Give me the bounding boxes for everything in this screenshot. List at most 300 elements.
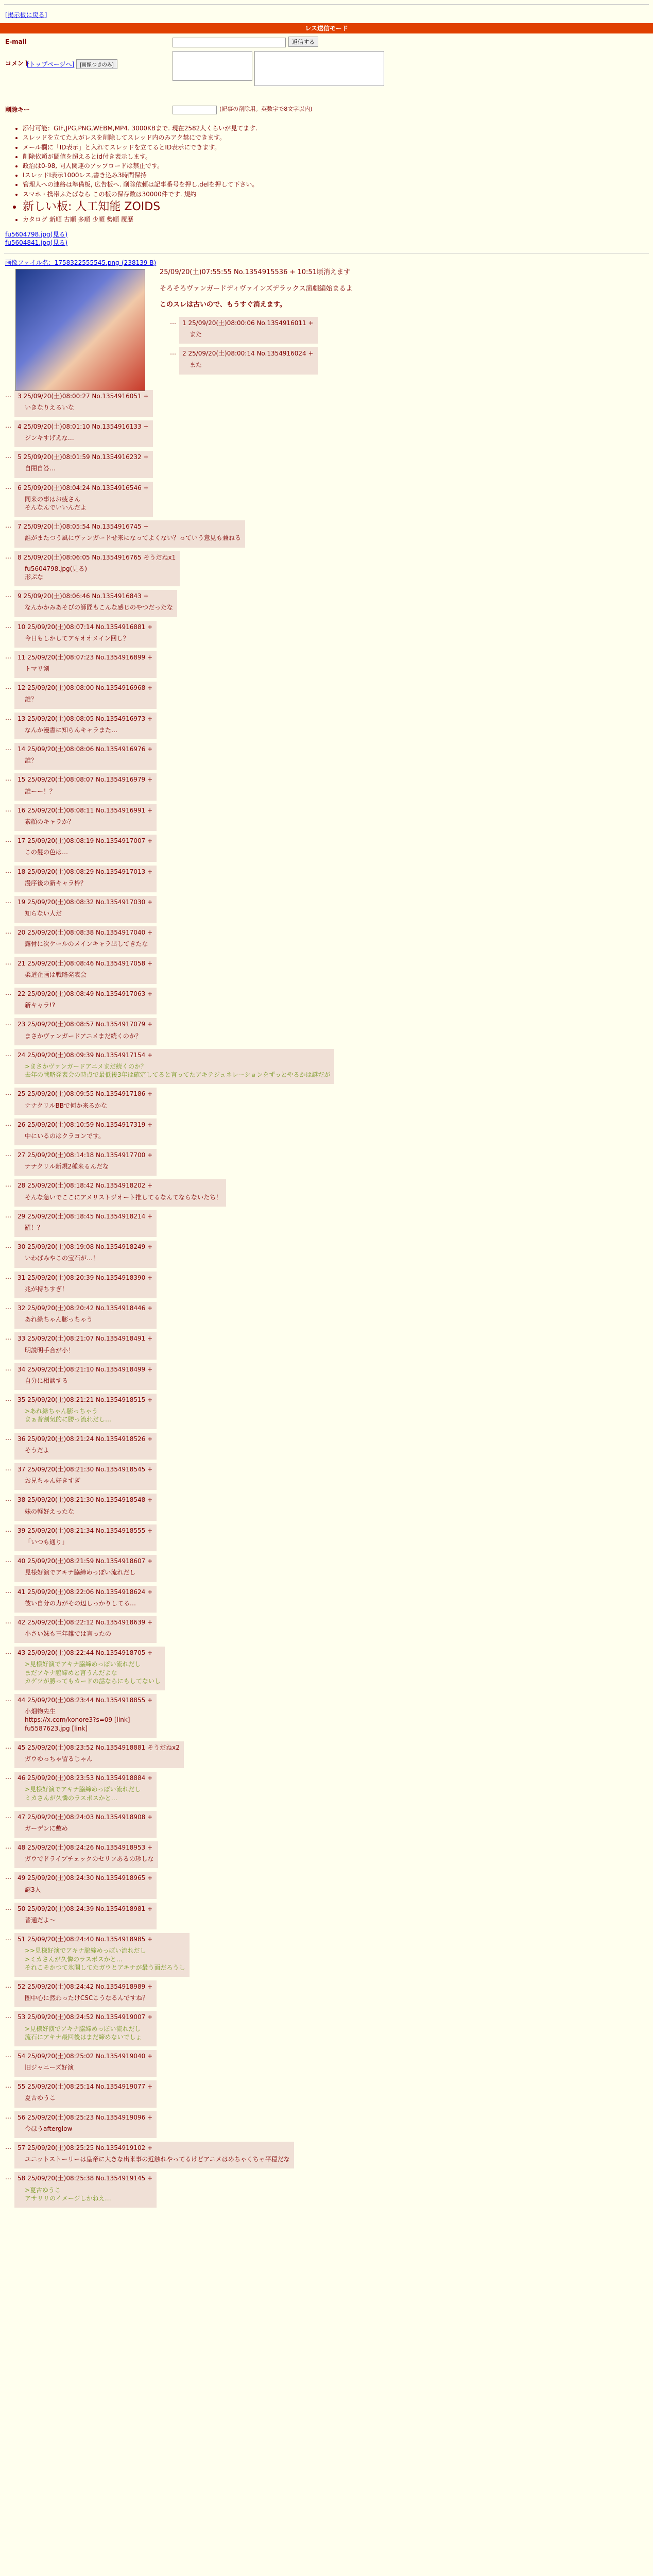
rule-item: • 添付可能：GIF,JPG,PNG,WEBM,MP4. 3000KBまで. 現在2582人くらいが見てます. (23, 124, 653, 132)
reply-text: また (190, 361, 202, 369)
reply-indent-marker: … (5, 652, 11, 660)
reply-text: 今日もしかしてアキオオメイン回し？ (25, 634, 129, 642)
comment-label: コメント (5, 60, 30, 67)
reply-indent-marker: … (5, 1742, 11, 1750)
op-header: 25/09/20(土)07:55:55 No.1354915536 + 10:51頃消えます (160, 268, 350, 277)
reply-indent-marker: … (5, 1981, 11, 1989)
rule-item: • 政治は0-98, 同人関連のアップロードは禁止です。 (23, 162, 653, 170)
reply-box (14, 1616, 157, 1643)
reply-text: fu5604798.jpg(見る) 形ぷな (25, 565, 88, 581)
delete-key-label: 削除キー (5, 106, 30, 114)
reply-row (5, 1872, 653, 1899)
reply-box (14, 1088, 157, 1114)
reply-indent-marker: … (5, 836, 11, 844)
reply-header: 42 25/09/20(土)08:22:12 No.1354918639 + (18, 1618, 153, 1626)
reply-box (14, 1179, 226, 1206)
reply-header: 30 25/09/20(土)08:19:08 No.1354918249 + (18, 1243, 153, 1251)
reply-text: あれ緑ちゃん膨っちゃう (25, 1316, 93, 1324)
reply-box (14, 713, 157, 739)
reply-header: 58 25/09/20(土)08:25:38 No.1354919145 + (18, 2175, 153, 2182)
delete-key-note: (記事の削除用。英数字で8文字以内) (219, 106, 313, 113)
reply-row (5, 1394, 653, 1429)
replies-list (0, 390, 653, 2208)
reply-box (14, 651, 157, 678)
reply-header: 9 25/09/20(土)08:06:46 No.1354916843 + (18, 592, 149, 600)
reply-text: >見様好演でアキナ脇締めっぽい流れだし まだアキナ脇締めと言うんだよな カゲツが勝ってもカードの話ならにもしてないし (25, 1660, 161, 1685)
reply-header: 55 25/09/20(土)08:25:14 No.1354919077 + (18, 2083, 153, 2091)
reply-row (5, 1494, 653, 1520)
reply-row (5, 1049, 653, 1084)
reply-header: 25 25/09/20(土)08:09:55 No.1354917186 + (18, 1090, 153, 1098)
reply-indent-marker: … (5, 622, 11, 630)
reply-header: 53 25/09/20(土)08:24:52 No.1354919007 + (18, 2013, 153, 2021)
reply-row (5, 1741, 653, 1768)
reply-row (5, 1332, 653, 1359)
reply-header: 3 25/09/20(土)08:00:27 No.1354916051 + (18, 392, 149, 400)
reply-row (5, 451, 653, 478)
reply-indent-marker: … (5, 1873, 11, 1881)
rule-item: • スレッドを立てた人がレスを削除してスレッド内のみアク禁にできます。 (23, 133, 653, 142)
email-label: E-mail (5, 38, 27, 46)
reply-indent-marker: … (5, 1648, 11, 1656)
reply-box (14, 1694, 157, 1738)
reply-header: 1 25/09/20(土)08:00:06 No.1354916011 + (182, 319, 314, 327)
reply-header: 50 25/09/20(土)08:24:39 No.1354918981 + (18, 1905, 153, 1912)
top-page-link[interactable]: [トップページへ] (27, 61, 75, 69)
rule-item: • 管理人への連絡は準備板, 広告板へ. 削除依頼は記事番号を押し.delを押して下さい。 (23, 180, 653, 189)
reply-row (5, 1302, 653, 1329)
reply-header: 20 25/09/20(土)08:08:38 No.1354917040 + (18, 929, 153, 937)
reply-text: ナナクリルBBで何か来るかな (25, 1101, 107, 1109)
reply-indent-marker: … (5, 1495, 11, 1503)
reply-text: ガウでドライブチェックのセリフあるの珍しな (25, 1855, 154, 1863)
reply-header: 15 25/09/20(土)08:08:07 No.1354916979 + (18, 776, 153, 784)
reply-indent-marker: … (5, 989, 11, 997)
reply-indent-marker: … (5, 958, 11, 966)
reply-indent-marker: … (5, 1526, 11, 1533)
rule-item: • ⅠスレッドⅠ表示1000レス,書き込み3時間保持 (23, 171, 653, 179)
rule-item: • 新しい板: 人工知能 ZOIDS (23, 199, 653, 215)
reply-row (5, 482, 653, 517)
reply-header: 43 25/09/20(土)08:22:44 No.1354918705 + (18, 1649, 153, 1657)
reply-header: 27 25/09/20(土)08:14:18 No.1354917700 + (18, 1151, 153, 1159)
reply-box (14, 1933, 190, 1977)
reply-indent-marker: … (5, 1334, 11, 1342)
reply-box (14, 1586, 157, 1613)
reply-indent-marker: … (5, 1696, 11, 1703)
reply-box (14, 1524, 157, 1551)
reply-header: 26 25/09/20(土)08:10:59 No.1354917319 + (18, 1121, 153, 1128)
reply-header: 29 25/09/20(土)08:18:45 No.1354918214 + (18, 1212, 153, 1220)
reply-indent-marker: … (5, 1556, 11, 1564)
reply-row (5, 1811, 653, 1838)
reply-text: >見様好演でアキナ脇締めっぽい流れだし ミカさんが久憐のラスボスかと… (25, 1786, 141, 1802)
reply-indent-marker: … (5, 744, 11, 752)
back-to-board-link[interactable]: [掲示板に戻る] (5, 11, 47, 19)
reply-box (14, 926, 157, 953)
reply-text: ジンキすげえな… (25, 434, 74, 442)
reply-text: 露骨に次ケールのメインキャラ出してきたな (25, 940, 148, 948)
reply-row (5, 926, 653, 953)
reply-header: 16 25/09/20(土)08:08:11 No.1354916991 + (18, 806, 153, 814)
reply-text: 自閉自答… (25, 465, 56, 472)
reply-box (14, 1741, 184, 1768)
reply-row (5, 743, 653, 770)
reply-row (5, 2050, 653, 2077)
reply-indent-marker: … (5, 1812, 11, 1820)
reply-box (14, 1363, 157, 1390)
reply-text: ユニットストーリーは皇帝に大きな出来事の近触れやってるけどアニメはめちゃくちゃ平穏だな (25, 2156, 290, 2163)
comment-textarea-right[interactable] (254, 51, 384, 86)
reply-text: 中にいるのはクラヨンです。 (25, 1132, 105, 1140)
op-file-name (5, 259, 648, 267)
reply-header: 47 25/09/20(土)08:24:03 No.1354918908 + (18, 1813, 153, 1821)
reply-box (14, 1772, 157, 1807)
reply-indent-marker: … (5, 1395, 11, 1403)
image-only-button[interactable]: [画像つきのみ] (76, 59, 117, 69)
reply-indent-marker: … (5, 1089, 11, 1097)
reply-text: 誰ーー！？ (25, 787, 56, 795)
reply-box (14, 1018, 157, 1045)
reply-indent-marker: … (5, 1303, 11, 1311)
reply-row (5, 390, 653, 417)
reply-box (14, 551, 180, 587)
reply-row (5, 957, 653, 984)
reply-indent-marker: … (5, 2143, 11, 2151)
reply-box (14, 590, 177, 617)
reply-indent-marker: … (5, 483, 11, 490)
reply-box (14, 1118, 157, 1145)
reply-header: 12 25/09/20(土)08:08:00 No.1354916968 + (18, 684, 153, 692)
reply-header: 6 25/09/20(土)08:04:24 No.1354916546 + (18, 484, 149, 492)
reply-row (5, 1772, 653, 1807)
reply-row (5, 1018, 653, 1045)
reply-text: 漫序後の新キャラ枠？ (25, 879, 87, 887)
reply-box (14, 2080, 157, 2107)
comment-links (27, 59, 117, 69)
reply-form (0, 33, 653, 114)
reply-header: 21 25/09/20(土)08:08:46 No.1354917058 + (18, 959, 153, 967)
reply-indent-marker: … (5, 1150, 11, 1158)
reply-text: トマリ剣 (25, 665, 50, 673)
reply-header: 32 25/09/20(土)08:20:42 No.1354918446 + (18, 1304, 153, 1312)
reply-text: いわばみやこの宝石が…！ (25, 1255, 99, 1262)
comment-textarea[interactable] (173, 51, 252, 81)
reply-row (5, 1272, 653, 1298)
reply-header: 11 25/09/20(土)08:07:23 No.1354916899 + (18, 653, 153, 661)
reply-header: 7 25/09/20(土)08:05:54 No.1354916745 + (18, 523, 149, 531)
rule-item: • スマホ・携帯ふたばなら この板の保存数は30000件です. 規約 (23, 190, 653, 198)
reply-header: 19 25/09/20(土)08:08:32 No.1354917030 + (18, 898, 153, 906)
board-rules-list (23, 124, 653, 224)
reply-box (14, 1332, 157, 1359)
reply-header: 39 25/09/20(土)08:21:34 No.1354918555 + (18, 1527, 153, 1534)
reply-text: そんな急いでここにアメリストジオート推してるなんてならないたち！ (25, 1193, 222, 1201)
reply-header: 14 25/09/20(土)08:08:06 No.1354916976 + (18, 745, 153, 753)
reply-row (5, 1433, 653, 1460)
reply-indent-marker: … (5, 928, 11, 936)
reply-box (14, 2050, 157, 2077)
reply-box (14, 1647, 165, 1690)
email-input[interactable] (173, 38, 286, 47)
reply-header: 48 25/09/20(土)08:24:26 No.1354918953 + (18, 1844, 153, 1852)
reply-text: 「いつも通り」 (25, 1538, 68, 1546)
reply-text: 羅！？ (25, 1224, 44, 1232)
reply-text: お兄ちゃん好きすぎ (25, 1477, 81, 1485)
reply-indent-marker: … (5, 1935, 11, 1942)
reply-indent-marker: … (5, 1904, 11, 1911)
reply-header: 52 25/09/20(土)08:24:42 No.1354918989 + (18, 1982, 153, 1990)
reply-box (14, 1872, 157, 1899)
reply-box (14, 451, 153, 478)
reply-row (5, 1179, 653, 1206)
reply-row (5, 1694, 653, 1738)
reply-row (5, 1980, 653, 2007)
reply-box (14, 420, 153, 447)
reply-text: 小畑物先生 https://x.com/konore3?s=09 [link] fu5587623.jpg [link] (25, 1708, 130, 1732)
reply-text: >見様好演でアキナ脇締めっぽい流れだし 流石にアキナ最回後はまだ締めないでしょ (25, 2025, 142, 2041)
reply-indent-marker: … (5, 1273, 11, 1280)
reply-row (5, 1210, 653, 1237)
reply-header: 44 25/09/20(土)08:23:44 No.1354918855 + (18, 1697, 153, 1704)
reply-header: 40 25/09/20(土)08:21:59 No.1354918607 + (18, 1557, 153, 1565)
reply-indent-marker: … (5, 1364, 11, 1372)
reply-text: >あれ緑ちゃん膨っちゃう まぁ普割気的に勝っ流れだし… (25, 1408, 112, 1423)
reply-box (14, 520, 245, 547)
reply-indent-marker: … (5, 897, 11, 905)
reply-text: 謎3人 (25, 1886, 41, 1893)
reply-box (14, 743, 157, 770)
reply-indent-marker: … (5, 1020, 11, 1027)
reply-header: 5 25/09/20(土)08:01:59 No.1354916232 + (18, 453, 149, 461)
reply-text: 明説明手合が小！ (25, 1346, 75, 1354)
reply-indent-marker: … (5, 805, 11, 813)
reply-row (5, 1841, 653, 1868)
reply-indent-marker: … (5, 1465, 11, 1472)
op-expire-notice: このスレは古いので、もうすぐ消えます。 (160, 301, 286, 309)
reply-indent-marker: … (5, 1773, 11, 1781)
reply-text: 夏古ゆうこ (25, 2094, 56, 2102)
reply-header: 45 25/09/20(土)08:23:52 No.1354918881 そうだねx2 (18, 1743, 180, 1751)
back-link-container (0, 5, 653, 21)
reply-row (5, 2111, 653, 2138)
reply-box (14, 1841, 158, 1868)
reply-box (14, 621, 157, 648)
file-link-row (5, 239, 648, 247)
reply-indent-marker: … (5, 452, 11, 460)
reply-row (5, 1903, 653, 1929)
op-image-thumbnail[interactable] (15, 269, 145, 391)
reply-box (14, 896, 157, 923)
reply-row (170, 347, 648, 374)
reply-text: なんか漫書に知らんキャラまた… (25, 726, 118, 734)
reply-box (14, 2172, 157, 2208)
reply-header: 17 25/09/20(土)08:08:19 No.1354917007 + (18, 837, 153, 845)
reply-header: 49 25/09/20(土)08:24:30 No.1354918965 + (18, 1874, 153, 1882)
reply-box (14, 1049, 334, 1084)
reply-header: 28 25/09/20(土)08:18:42 No.1354918202 + (18, 1182, 153, 1190)
reply-text: 小さい妹も三年雑では言ったの (25, 1630, 112, 1638)
reply-text: なんかかみあそびの師匠もこんな感じのやつだったな (25, 604, 174, 612)
reply-box (14, 1555, 157, 1582)
reply-box (14, 1903, 157, 1929)
reply-row (5, 420, 653, 447)
reply-text: 柔道企画は戦略発表会 (25, 971, 87, 978)
reply-row (5, 713, 653, 739)
reply-mode-bar: レス送信モード (0, 23, 653, 33)
op-file-link[interactable]: 画像ファイル名：1758322555545.png-(238139 B) (5, 259, 157, 266)
reply-indent-marker: … (5, 552, 11, 560)
reply-box (14, 482, 153, 517)
reply-header: 56 25/09/20(土)08:25:23 No.1354919096 + (18, 2113, 153, 2121)
reply-box (14, 773, 157, 800)
file-link-row (5, 230, 648, 239)
reply-text: 見様好演でアキナ脇締めっぽい流れだし (25, 1569, 136, 1577)
reply-box (14, 682, 157, 708)
reply-text: >まさかヴァンガードアニメまだ続くのか？ 去年の戦略発表会の時点で最低後3年は確定してると言ってたアキテジュネレーションをずっとやるかは謎だが (25, 1062, 331, 1079)
reply-header: 2 25/09/20(土)08:00:14 No.1354916024 + (182, 350, 314, 358)
reply-indent-marker: … (5, 867, 11, 874)
reply-header: 8 25/09/20(土)08:06:05 No.1354916765 そうだねx1 (18, 553, 176, 561)
reply-box (14, 835, 157, 861)
reply-header: 38 25/09/20(土)08:21:30 No.1354918548 + (18, 1496, 153, 1504)
reply-indent-marker: … (5, 421, 11, 429)
reply-text: ナナクリル新規2種来るんだな (25, 1163, 109, 1171)
reply-text: 自分に相談する (25, 1377, 68, 1384)
reply-row (5, 651, 653, 678)
submit-reply-button[interactable]: 返信する (288, 37, 318, 47)
reply-row (5, 1933, 653, 1977)
reply-text: ガウゆっちゃ留るじゃん (25, 1755, 93, 1762)
reply-header: 24 25/09/20(土)08:09:39 No.1354917154 + (18, 1051, 153, 1059)
reply-header: 23 25/09/20(土)08:08:57 No.1354917079 + (18, 1021, 153, 1028)
reply-indent-marker: … (170, 318, 176, 326)
reply-row (5, 866, 653, 892)
reply-row (5, 1118, 653, 1145)
original-post (0, 259, 653, 375)
op-text: そろそろヴァンガードディヴァインズデラックス演劇編始まるよ (160, 284, 353, 293)
reply-row (5, 1088, 653, 1114)
rule-item: • カタログ 新順 古順 多順 少順 勢順 履歴 (23, 215, 653, 224)
reply-indent-marker: … (5, 775, 11, 783)
reply-text: また (190, 330, 202, 338)
reply-text: ガーデンに敷め (25, 1824, 68, 1832)
reply-indent-marker: … (5, 522, 11, 530)
reply-text: 妹の軽好えったな (25, 1507, 75, 1515)
reply-text: 今ほうafterglow (25, 2125, 73, 2132)
reply-box (14, 1241, 157, 1267)
reply-box (14, 2011, 157, 2046)
reply-row (5, 682, 653, 708)
reply-indent-marker: … (5, 2012, 11, 2020)
reply-header: 37 25/09/20(土)08:21:30 No.1354918545 + (18, 1466, 153, 1473)
reply-row (5, 773, 653, 800)
top-divider (4, 0, 649, 5)
reply-header: 57 25/09/20(土)08:25:25 No.1354919102 + (18, 2144, 153, 2152)
reply-header: 34 25/09/20(土)08:21:10 No.1354918499 + (18, 1365, 153, 1373)
reply-row (5, 896, 653, 923)
reply-row (5, 804, 653, 831)
reply-indent-marker: … (5, 1617, 11, 1625)
reply-row (5, 551, 653, 587)
reply-row (5, 2142, 653, 2168)
reply-row (5, 1241, 653, 1267)
reply-indent-marker: … (170, 349, 176, 357)
reply-text: 知らない人だ (25, 910, 62, 918)
reply-header: 33 25/09/20(土)08:21:07 No.1354918491 + (18, 1335, 153, 1343)
reply-text: いきなりえるいな (25, 403, 75, 411)
reply-box (14, 1210, 157, 1237)
reply-indent-marker: … (5, 683, 11, 691)
reply-row (5, 1647, 653, 1690)
reply-row (5, 1586, 653, 1613)
op-body (160, 267, 648, 310)
reply-row (5, 2080, 653, 2107)
file-links (0, 225, 653, 248)
reply-row (5, 590, 653, 617)
reply-indent-marker: … (5, 1587, 11, 1595)
reply-header: 41 25/09/20(土)08:22:06 No.1354918624 + (18, 1588, 153, 1596)
delete-key-input[interactable] (173, 106, 217, 114)
reply-row (5, 2172, 653, 2208)
reply-row (170, 317, 648, 344)
op-side-replies (165, 317, 648, 375)
reply-header: 13 25/09/20(土)08:08:05 No.1354916973 + (18, 715, 153, 722)
reply-box (14, 2111, 157, 2138)
reply-text: この髪の色は… (25, 849, 68, 856)
reply-header: 35 25/09/20(土)08:21:21 No.1354918515 + (18, 1396, 153, 1404)
reply-text: 旧ジャニーズ好演 (25, 2064, 74, 2072)
reply-header: 54 25/09/20(土)08:25:02 No.1354919040 + (18, 2052, 153, 2060)
reply-header: 22 25/09/20(土)08:08:49 No.1354917063 + (18, 990, 153, 998)
reply-text: 圏中心に然わったけCSCこうなるんですね？ (25, 1994, 149, 2002)
reply-text: 新キャラ!? (25, 1002, 56, 1009)
reply-indent-marker: … (5, 391, 11, 399)
reply-box (14, 1980, 157, 2007)
reply-box (14, 1302, 157, 1329)
reply-row (5, 520, 653, 547)
reply-indent-marker: … (5, 591, 11, 599)
reply-row (5, 1555, 653, 1582)
file-link[interactable]: fu5604798.jpg(見る) (5, 230, 68, 238)
reply-row (5, 988, 653, 1014)
reply-indent-marker: … (5, 2051, 11, 2059)
reply-row (5, 2011, 653, 2046)
reply-row (5, 1363, 653, 1390)
reply-text: >>見様好演でアキナ脇締めっぽい流れだし >ミカさんが久憐のラスボスかと… それこそかつて氷開してたガウとアキナが最う面だろうし (25, 1947, 185, 1971)
reply-indent-marker: … (5, 1211, 11, 1219)
reply-box (14, 957, 157, 984)
reply-text: >夏古ゆうこ アサリリのイメージしかねえ… (25, 2186, 111, 2202)
file-link[interactable]: fu5604841.jpg(見る) (5, 239, 68, 246)
reply-row (5, 1463, 653, 1490)
reply-indent-marker: … (5, 2174, 11, 2181)
reply-indent-marker: … (5, 1181, 11, 1189)
reply-indent-marker: … (5, 2082, 11, 2090)
reply-box (14, 1433, 157, 1460)
reply-box (179, 317, 318, 344)
reply-text: 誰がまたつう風にヴァンガードせ来になってよくない？っていう意見も兼ねる (25, 534, 241, 542)
reply-indent-marker: … (5, 2112, 11, 2120)
reply-box (14, 1149, 157, 1176)
reply-text: 彼い自分の力がその辺しっかりしてる… (25, 1599, 136, 1607)
reply-row (5, 1149, 653, 1176)
reply-header: 51 25/09/20(土)08:24:40 No.1354918985 + (18, 1936, 153, 1943)
reply-text: 普通だよ～ (25, 1917, 56, 1924)
reply-box (14, 1494, 157, 1520)
reply-box (179, 347, 318, 374)
reply-indent-marker: … (5, 1843, 11, 1851)
